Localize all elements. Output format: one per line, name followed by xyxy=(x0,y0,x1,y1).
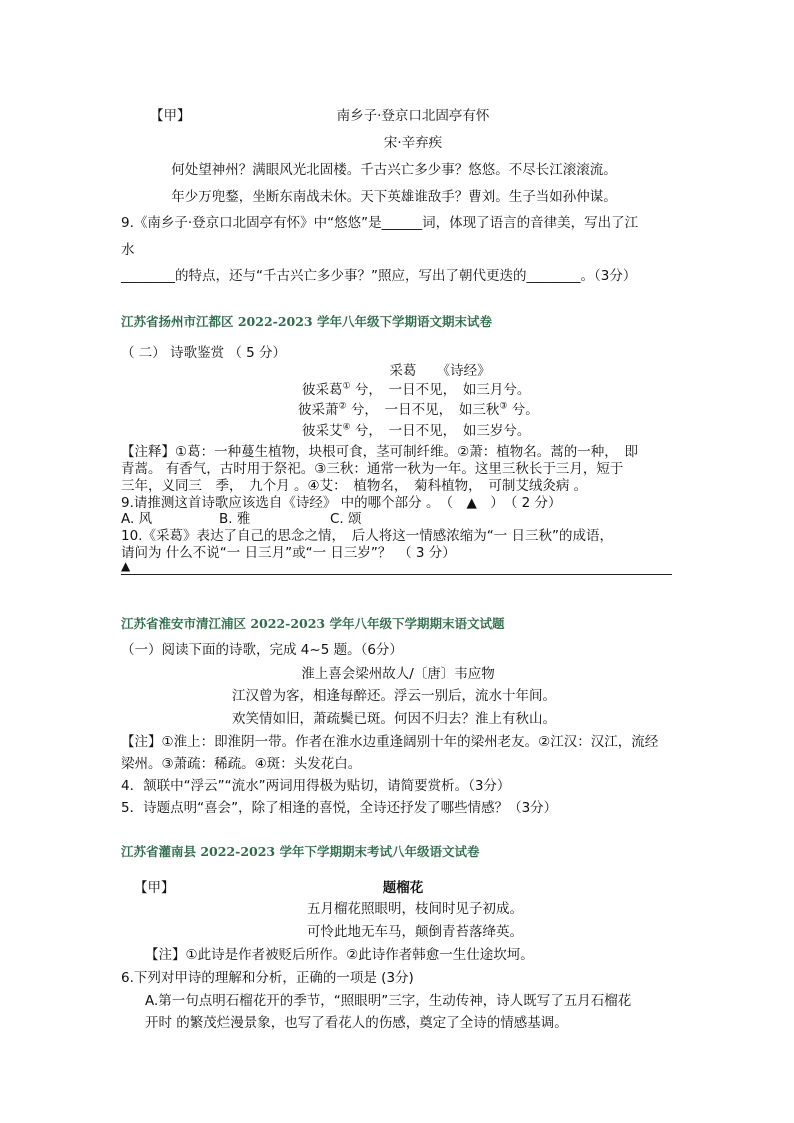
question-5: 5．诗题点明“喜会”，除了相逢的喜悦，全诗还抒发了哪些情感？（3分） xyxy=(121,800,558,816)
note-line: 【注】①淮上：即淮阴一带。作者在淮水边重逢阔别十年的梁州老友。②江汉：汉江，流经 xyxy=(121,734,659,750)
question-9: 9.《南乡子·登京口北固亭有怀》中“悠悠”是______词，体现了语言的音律美，写出了江 xyxy=(121,215,639,231)
section-heading: （一）阅读下面的诗歌，完成 4~5 题。（6分） xyxy=(121,642,403,658)
source-heading: 江苏省淮安市清江浦区 2022-2023 学年八年级下学期期末语文试题 xyxy=(121,616,505,631)
poem-line: 彼采艾④ 兮， 一日不见， 如三岁兮。 xyxy=(302,422,531,439)
note-line: 三年，义同三 季， 九个月 。④艾： 植物名， 菊科植物， 可制艾绒灸病 。 xyxy=(121,478,588,494)
answer-line xyxy=(121,574,672,575)
question-6: 6.下列对甲诗的理解和分析，正确的一项是 (3分) xyxy=(121,970,414,986)
poem-title: 淮上喜会梁州故人/〔唐〕韦应物 xyxy=(301,666,495,682)
option-b: B. 雅 xyxy=(219,511,251,527)
note-line: 【注释】①葛：一种蔓生植物，块根可食，茎可制纤维。②萧：植物名。蒿的一种， 即 xyxy=(121,444,638,460)
poem-line: 何处望神州？满眼风光北固楼。千古兴亡多少事？悠悠。不尽长江滚滚流。 xyxy=(171,162,617,178)
note-line: 【注】①此诗是作者被贬后所作。②此诗作者韩愈一生仕途坎坷。 xyxy=(145,947,534,963)
question-10: 10.《采葛》表达了自己的思念之情， 后人将这一情感浓缩为“一 日三秋”的成语， xyxy=(121,528,613,544)
option-a: A.第一句点明石榴花开的季节，“照眼明”三字，生动传神，诗人既写了五月石榴花 xyxy=(145,993,632,1009)
poem-line: 彼采萧② 兮， 一日不见， 如三秋③ 兮。 xyxy=(298,401,539,418)
poem-title: 题榴花 xyxy=(382,880,424,896)
option-c: C. 颂 xyxy=(330,511,362,527)
poem-author: 宋·辛弃疾 xyxy=(383,135,443,151)
poem-line: 江汉曾为客，相逢每醉还。浮云一别后，流水十年间。 xyxy=(232,688,556,704)
question-10-cont: 请问为 什么不说“一 日三月”或“一 日三岁”？ （ 3 分） xyxy=(121,545,456,561)
question-9: 9.请推测这首诗歌应该选自《诗经》 中的哪个部分 。 （ ▲ ） （ 2 分） xyxy=(121,495,562,511)
note-line: 青蒿。 有香气，古时用于祭祀。③三秋：通常一秋为一年。这里三秋长于三月，短于 xyxy=(121,461,624,477)
option-a: A. 风 xyxy=(121,511,153,527)
note-line: 梁州。③萧疏：稀疏。④斑：头发花白。 xyxy=(121,756,362,772)
poem-line: 可怜此地无车马，颠倒青苔落绛英。 xyxy=(307,924,523,940)
poem-line: 五月榴花照眼明，枝间时见子初成。 xyxy=(307,901,523,917)
section-tag: 【甲】 xyxy=(134,880,175,896)
poem-title: 采葛 《诗经》 xyxy=(389,363,491,379)
poem-line: 欢笑情如旧，萧疏鬓已斑。何因不归去？淮上有秋山。 xyxy=(232,711,556,727)
poem-line: 年少万兜鍪，坐断东南战未休。天下英雄谁敌手？曹刘。生子当如孙仲谋。 xyxy=(171,189,617,205)
question-4: 4．颔联中“浮云”“流水”两词用得极为贴切，请简要赏析。（3分） xyxy=(121,778,511,794)
section-tag: 【甲】 xyxy=(150,108,191,124)
question-9-cont: ________的特点，还与“千古兴亡多少事？”照应，写出了朝代更迭的________。（3分） xyxy=(121,268,637,284)
option-a-cont: 开时 的繁茂烂漫景象，也写了看花人的伤感，奠定了全诗的情感基调。 xyxy=(145,1015,568,1031)
section-heading: （ 二） 诗歌鉴赏 （ 5 分） xyxy=(121,345,287,361)
source-heading: 江苏省灌南县 2022-2023 学年下学期期末考试八年级语文试卷 xyxy=(121,844,480,859)
poem-line: 彼采葛① 兮， 一日不见， 如三月兮。 xyxy=(302,381,531,398)
source-heading: 江苏省扬州市江都区 2022-2023 学年八年级下学期语文期末试卷 xyxy=(121,314,492,329)
poem-title: 南乡子·登京口北固亭有怀 xyxy=(336,108,490,124)
answer-mark: ▲ xyxy=(121,559,131,573)
question-9-cont: 水 xyxy=(121,242,135,258)
